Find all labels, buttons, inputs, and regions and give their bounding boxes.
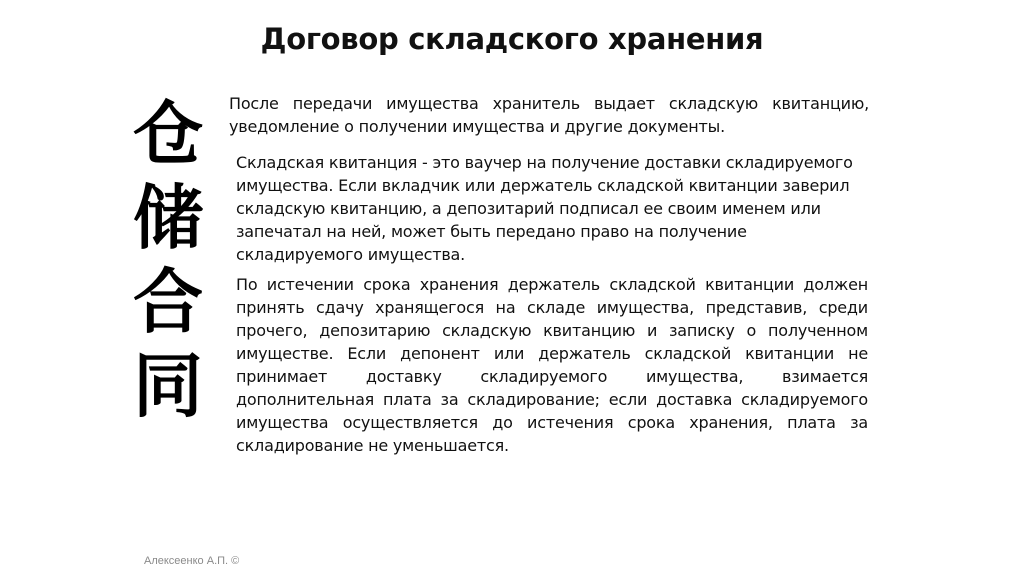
chinese-char-4: 同 — [133, 344, 203, 427]
chinese-char-3: 合 — [133, 260, 203, 343]
chinese-char-2: 储 — [133, 176, 203, 259]
chinese-char-1: 仓 — [133, 92, 203, 175]
paragraph-storage-expiry: По истечении срока хранения держатель складской квитанции должен принять сдачу хранящегося на складе имущества, представив, среди прочего, депозитарию складскую квитанцию и записку о полученном имуществе. Если депонент или держатель складской квитанции не принимает доставку складируемого имущества, взимается дополнительная плата за складирование; если доставка складируемого имущества осуществляется до истечения срока хранения, плата за складирование не уменьшается. — [236, 275, 868, 455]
paragraph-receipt-definition: Складская квитанция - это ваучер на получение доставки складируемого имущества. Если вкладчик или держатель складской квитанции заверил складскую квитанцию, а депозитарий подписал ее своим именем или запечатал на ней, может быть передано право на получение складируемого имущества. — [236, 153, 853, 264]
paragraph-receipt-issuance: После передачи имущества хранитель выдает складскую квитанцию, уведомление о получении имущества и другие документы. — [229, 94, 869, 136]
slide-title: Договор складского хранения — [260, 22, 764, 56]
footer-author: Алексеенко А.П. © — [144, 555, 240, 567]
vertical-chinese-title — [122, 92, 214, 428]
